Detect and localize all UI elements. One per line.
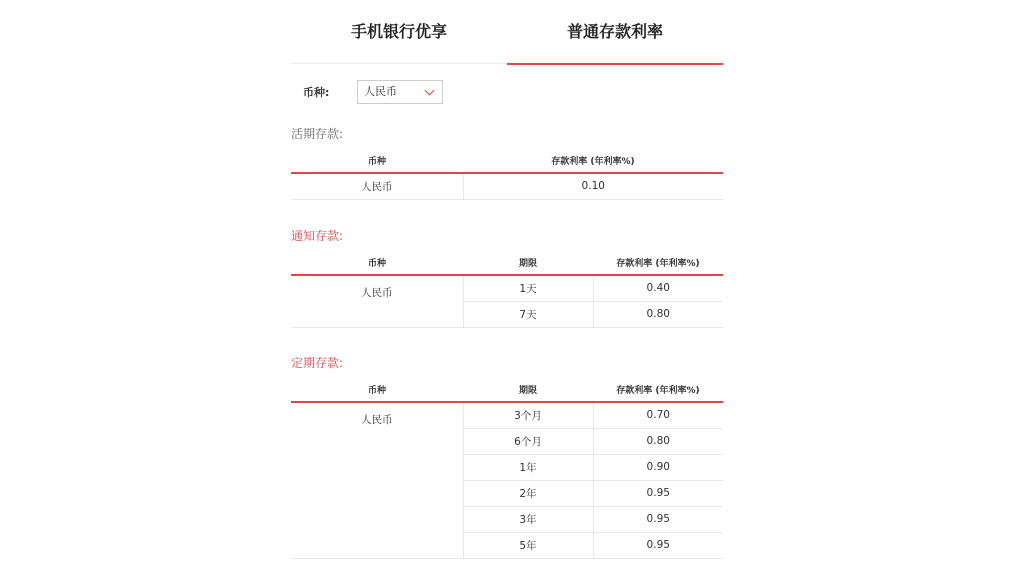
column-header: 期限 xyxy=(463,378,593,402)
column-header: 存款利率 (年利率%) xyxy=(463,149,723,173)
notice-table xyxy=(291,251,723,328)
tab-mobile-banking[interactable]: 手机银行优享 xyxy=(350,22,447,41)
rate-cell: 0.90 xyxy=(593,454,723,480)
demand-table xyxy=(291,149,723,200)
term-cell: 1天 xyxy=(463,275,593,301)
column-header: 币种 xyxy=(291,149,463,173)
term-cell: 1年 xyxy=(463,454,593,480)
term-cell: 3年 xyxy=(463,506,593,532)
rate-cell: 0.40 xyxy=(593,275,723,301)
currency-label: 币种: xyxy=(303,86,330,99)
tab-bar xyxy=(291,0,723,64)
currency-cell: 人民币 xyxy=(291,402,463,558)
term-cell: 2年 xyxy=(463,480,593,506)
demand-section-title: 活期存款: xyxy=(291,127,344,141)
rate-cell: 0.95 xyxy=(593,532,723,558)
tab-standard-rates[interactable]: 普通存款利率 xyxy=(507,0,723,64)
currency-cell: 人民币 xyxy=(291,173,463,199)
currency-select-value: 人民币 xyxy=(364,85,397,98)
column-header: 币种 xyxy=(291,251,463,275)
rate-cell: 0.80 xyxy=(593,428,723,454)
rate-cell: 0.95 xyxy=(593,480,723,506)
column-header: 存款利率 (年利率%) xyxy=(593,378,723,402)
chevron-down-icon xyxy=(425,86,435,96)
rate-cell: 0.95 xyxy=(593,506,723,532)
table-row xyxy=(291,173,723,199)
rates-panel xyxy=(291,0,723,552)
notice-section-title: 通知存款: xyxy=(291,229,344,243)
rate-cell: 0.70 xyxy=(593,402,723,428)
table-row xyxy=(291,402,723,428)
rate-cell: 0.10 xyxy=(463,173,723,199)
fixed-table xyxy=(291,378,723,559)
currency-select[interactable] xyxy=(357,80,443,104)
currency-cell: 人民币 xyxy=(291,275,463,327)
column-header: 币种 xyxy=(291,378,463,402)
fixed-section-title: 定期存款: xyxy=(291,356,344,370)
term-cell: 3个月 xyxy=(463,402,593,428)
rate-cell: 0.80 xyxy=(593,301,723,327)
column-header: 期限 xyxy=(463,251,593,275)
term-cell: 6个月 xyxy=(463,428,593,454)
term-cell: 5年 xyxy=(463,532,593,558)
table-row xyxy=(291,275,723,301)
term-cell: 7天 xyxy=(463,301,593,327)
currency-filter xyxy=(303,80,443,104)
column-header: 存款利率 (年利率%) xyxy=(593,251,723,275)
